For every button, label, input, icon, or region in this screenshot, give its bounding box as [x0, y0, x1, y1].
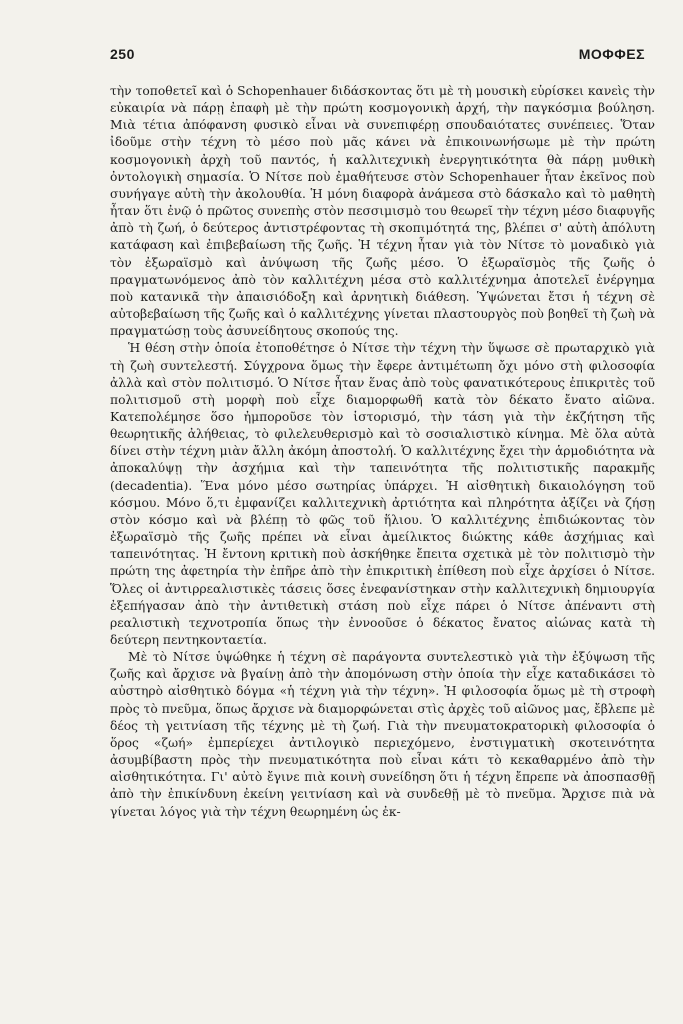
body-text: [110, 83, 655, 821]
running-head: ΜΟΦΦΕΣ: [578, 46, 645, 62]
paragraph: τὴν τοποθετεῖ καὶ ὁ Schopenhauer διδάσκοντας ὅτι μὲ τὴ μουσικὴ εὑρίσκει κανεὶς τὴν εὐκαιρία νὰ πάρῃ ἐπαφὴ μὲ τὴν πρώτη κοσμογονικὴ ἀρχή, τὴν παγκόσμια βούληση. Μιὰ τέτια ἀπόφανση φυσικὸ εἶναι νὰ συνεπιφέρῃ σπουδαιότατες συνέπειες. Ὅταν ἰδοῦμε στὴν τέχνη τὸ μέσο ποὺ μᾶς κάνει νὰ ἐπικοινωνήσωμε μὲ τὴν πρώτη κοσμογονικὴ ἀρχὴ τοῦ παντός, ἡ καλλιτεχνικὴ ἐνεργητικότητα θὰ πάρῃ μυθικὴ ὀντολογικὴ σημασία. Ὁ Νίτσε ποὺ ἐμαθήτευσε στὸν Schopenhauer ἦταν ἐκεῖνος ποὺ συνήγαγε αὐτὴ τὴν ἀκολουθία. Ἡ μόνη διαφορὰ ἀνάμεσα στὸ δάσκαλο καὶ τὸ μαθητὴ ἦταν ὅτι ἐνῷ ὁ πρῶτος συνεπὴς στὸν πεσσιμισμὸ του θεωρεῖ τὴν τέχνη μέσο διαφυγῆς ἀπὸ τὴ ζωή, ὁ δεύτερος ἀντιστρέφοντας τὴ σκοπιμότητά της, βλέπει σ' αὐτὴ ἀπόλυτη κατάφαση καὶ ἐπιβεβαίωση τῆς ζωῆς. Ἡ τέχνη ἦταν γιὰ τὸν Νίτσε τὸ μοναδικὸ γιὰ τὸν ἐξωραϊσμὸ καὶ ἀνύψωση τῆς ζωῆς μέσο. Ὁ ἐξωραϊσμὸς τῆς ζωῆς ὁ πραγματωνόμενος ἀπὸ τὸν καλλιτέχνη μέσα στὸ καλλιτέχνημα ἀποτελεῖ ἐνέργημα ποὺ κατανικᾶ τὴν ἀπαισιόδοξη καὶ ἀρνητικὴ διάθεση. Ὑψώνεται ἔτσι ἡ τέχνη σὲ αὐτοβεβαίωση τῆς ζωῆς καὶ ὁ καλλιτέχνης γίνεται πλαστουργὸς ποὺ βοηθεῖ τὴ ζωὴ νὰ πραγματώσῃ τοὺς ἀσυνείδητους σκοπούς της.: [110, 84, 655, 339]
page-header: [110, 46, 645, 68]
paragraph: Μὲ τὸ Νίτσε ὑψώθηκε ἡ τέχνη σὲ παράγοντα συντελεστικὸ γιὰ τὴν ἐξύψωση τῆς ζωῆς καὶ ἄρχισε νὰ βγαίνῃ ἀπὸ τὴν ἀπομόνωση στὴν ὁποία τὴν εἶχε καταδικάσει τὸ αὐστηρὸ αἰσθητικὸ δόγμα «ἡ τέχνη γιὰ τὴν τέχνη». Ἡ φιλοσοφία ὅμως μὲ τὴ στροφὴ πρὸς τὸ πνεῦμα, ὅπως ἄρχισε νὰ διαμορφώνεται στὶς ἀρχὲς τοῦ αἰῶνος μας, ἔβλεπε μὲ δέος τὴ γειτνίαση τῆς τέχνης μὲ τὴ ζωή. Γιὰ τὴν πνευματοκρατορικὴ φιλοσοφία ὁ ὅρος «ζωή» ἐμπερίεχει ἀντιλογικὸ περιεχόμενο, ἐνστιγματικὴ σκοτεινότητα ἀσυμβίβαστη πρὸς τὴν πνευματικότητα ποὺ εἶναι κάτι τὸ κεκαθαρμένο ἀπὸ τὴν αἰσθητικότητα. Γι' αὐτὸ ἔγινε πιὰ κοινὴ συνείδηση ὅτι ἡ τέχνη ἔπρεπε νὰ ἀποσπασθῇ ἀπὸ τὴν ἐπικίνδυνη ἐκείνη γειτνίαση καὶ νὰ συνδεθῇ μὲ τὸ πνεῦμα. Ἄρχισε πιὰ νὰ γίνεται λόγος γιὰ τὴν τέχνη θεωρημένη ὡς ἐκ-: [110, 650, 655, 819]
page-number: 250: [110, 46, 135, 62]
paragraph: Ἡ θέση στὴν ὁποία ἐτοποθέτησε ὁ Νίτσε τὴν τέχνη τὴν ὕψωσε σὲ πρωταρχικὸ γιὰ τὴ ζωὴ συντελεστή. Σύγχρονα ὅμως τὴν ἔφερε ἀντιμέτωπη ὄχι μόνο στὴ φιλοσοφία ἀλλὰ καὶ στὸν πολιτισμό. Ὁ Νίτσε ἦταν ἕνας ἀπὸ τοὺς φανατικότερους ἐπικριτὲς τοῦ πολιτισμοῦ στὴ μορφὴ ποὺ εἶχε διαμορφωθῆ κατὰ τὸν δέκατο ἔνατο αἰῶνα. Κατεπολέμησε ὅσο ἠμποροῦσε τὸν ἱστορισμό, τὴν τάση γιὰ τὴν ἐκζήτηση τῆς θεωρητικῆς ἀλήθειας, τὸ φιλελευθερισμὸ καὶ τὸ σοσιαλιστικὸ κίνημα. Μὲ ὅλα αὐτὰ δίνει στὴν τέχνη μιὰν ἄλλη ἀκόμη ἀποστολή. Ὁ καλλιτέχνης ἔχει τὴν ἁρμοδιότητα νὰ ἀποκαλύψῃ τὴν ἀσχήμια καὶ τὴν ταπεινότητα τῆς πολιτιστικῆς παρακμῆς (decadentia). Ἕνα μόνο μέσο σωτηρίας ὑπάρχει. Ἡ αἰσθητικὴ δικαιολόγηση τοῦ κόσμου. Μόνο ὅ,τι ἐμφανίζει καλλιτεχνικὴ ἀρτιότητα καὶ πληρότητα ἀξίζει νὰ ζήσῃ στὸν κόσμο καὶ νὰ βλέπῃ τὸ φῶς τοῦ ἥλιου. Ὁ καλλιτέχνης ἐπιδιώκοντας τὸν ἐξωραϊσμὸ τῆς ζωῆς πρέπει νὰ εἶναι ἀμείλικτος διώκτης κάθε ἀσχήμιας καὶ ταπεινότητας. Ἡ ἔντονη κριτικὴ ποὺ ἀσκήθηκε ἔπειτα σχετικὰ μὲ τὸν πολιτισμὸ τὴν πρώτη της ἀφετηρία τὴν ἐπῆρε ἀπὸ τὴν ἐπικριτικὴ ἐπίθεση ποὺ εἶχε ἀρχίσει ὁ Νίτσε. Ὅλες οἱ ἀντιρρεαλιστικὲς τάσεις ὅσες ἐνεφανίστηκαν στὴν καλλιτεχνικὴ δημιουργία ἐξεπήγασαν ἀπὸ τὴν ἀντιθετικὴ στάση ποὺ εἶχε πάρει ὁ Νίτσε ἀπέναντι στὴ ρεαλιστικὴ τεχνοτροπία ὅπως τὴν ἐννοοῦσε ὁ δέκατος ἔνατος αἰώνας κατὰ τὴ δεύτερη πεντηκονταετία.: [110, 341, 655, 647]
